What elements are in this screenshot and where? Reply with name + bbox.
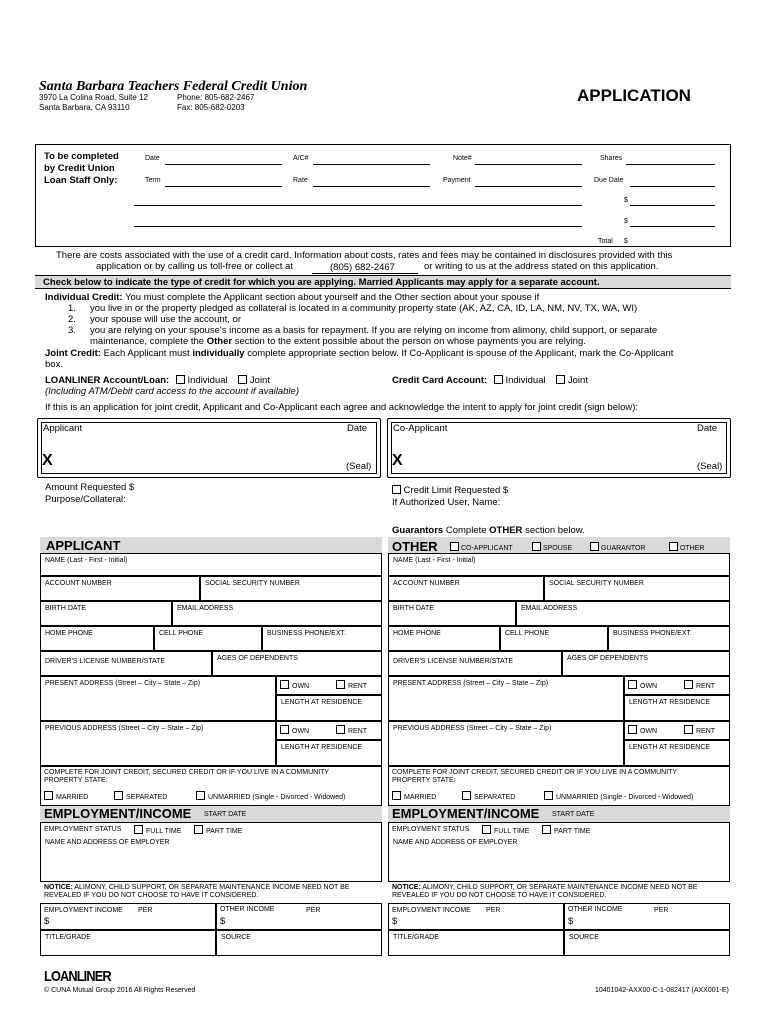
loanliner-logo: LOANLINER xyxy=(44,968,111,985)
other-previous-length-field-label: LENGTH AT RESIDENCE xyxy=(629,744,711,751)
other-ssn-field-label: SOCIAL SECURITY NUMBER xyxy=(549,580,644,587)
applicant-home-phone-field[interactable] xyxy=(40,626,154,651)
disclosure-line1: There are costs associated with the use of a credit card. Information about costs, rates and fees may be contained in disclosures provided with this xyxy=(56,250,673,261)
form-code: 10401042-AXX00-C-1-082417 (AXX001-E) xyxy=(595,987,729,994)
other-full-time-option xyxy=(482,825,529,835)
other-separated-checkbox[interactable] xyxy=(462,791,471,800)
applicant-full-time-checkbox[interactable] xyxy=(134,825,143,834)
applicant-account-number-field[interactable] xyxy=(40,576,200,601)
applicant-business-phone-field[interactable] xyxy=(262,626,382,651)
other-employment-status-label: EMPLOYMENT STATUS xyxy=(392,826,470,833)
applicant-present-length-field[interactable] xyxy=(276,695,382,721)
guarantor-checkbox[interactable] xyxy=(590,542,599,551)
item1-text: you live in or the property pledged as collateral is located in a community property state (AK, AZ, CA, ID, LA, NM, NV, TX, WA, WI) xyxy=(90,303,638,314)
credit-card-row: Credit Card Account: Individual Joint xyxy=(392,375,588,386)
staff-payment-label: Payment xyxy=(443,177,471,184)
other-previous-address-field-label: PREVIOUS ADDRESS (Street – City – State – Zip) xyxy=(393,725,552,732)
other-previous-own-checkbox[interactable] xyxy=(628,725,637,734)
other-married-option xyxy=(392,791,436,801)
staff-ac-label: A/C# xyxy=(293,155,309,162)
staff-dollar-1: $ xyxy=(624,197,628,204)
applicant-employer-field-label: NAME AND ADDRESS OF EMPLOYER xyxy=(45,839,170,846)
joint-credit-cont: box. xyxy=(45,359,63,370)
other-present-length-field[interactable] xyxy=(624,695,730,721)
loanliner-joint-checkbox[interactable] xyxy=(238,375,247,384)
item1-number: 1. xyxy=(68,303,76,314)
applicant-previous-length-field[interactable] xyxy=(276,740,382,766)
applicant-employment-title: EMPLOYMENT/INCOME xyxy=(44,806,192,821)
applicant-employment-income-dollar: $ xyxy=(44,916,50,927)
applicant-notice: NOTICE: ALIMONY, CHILD SUPPORT, OR SEPARATE MAINTENANCE INCOME NEED NOT BE REVEALED IF YOU DO NOT CHOOSE TO HAVE IT CONSIDERED. xyxy=(44,884,350,899)
other-home-phone-field[interactable] xyxy=(388,626,500,651)
applicant-source-field[interactable] xyxy=(216,930,382,956)
other-account-number-field[interactable] xyxy=(388,576,544,601)
loanliner-individual-checkbox[interactable] xyxy=(176,375,185,384)
staff-label: To be completed by Credit Union Loan Staff Only: xyxy=(44,151,119,186)
applicant-present-length-field-label: LENGTH AT RESIDENCE xyxy=(281,699,363,706)
applicant-employment-income-per: PER xyxy=(138,907,153,914)
applicant-title-grade-field-label: TITLE/GRADE xyxy=(45,934,91,941)
item3-number: 3. xyxy=(68,325,76,336)
applicant-unmarried-checkbox[interactable] xyxy=(196,791,205,800)
applicant-other-income-label: OTHER INCOME xyxy=(220,906,275,913)
applicant-previous-own-checkbox[interactable] xyxy=(280,725,289,734)
other-drivers-license-field[interactable] xyxy=(388,651,562,676)
applicant-birth-date-field[interactable] xyxy=(40,601,172,626)
applicant-unmarried-text: UNMARRIED (Single - Divorced - Widowed) xyxy=(208,794,346,801)
other-present-rent-option xyxy=(684,680,715,690)
other-previous-rent-option xyxy=(684,725,715,735)
other-present-own-text: OWN xyxy=(640,683,658,690)
other-employment-income-per: PER xyxy=(486,907,501,914)
applicant-previous-rent-text: RENT xyxy=(348,728,368,735)
applicant-present-address-field[interactable] xyxy=(40,676,276,721)
applicant-signature-box[interactable] xyxy=(37,418,381,478)
applicant-birth-date-field-label: BIRTH DATE xyxy=(45,605,86,612)
applicant-date-label: Date xyxy=(347,423,368,434)
applicant-previous-own-option xyxy=(280,725,309,735)
item3-text: you are relying on your spouse's income as a basis for repayment. If you are relying on income from alimony, child support, or separate xyxy=(90,325,658,336)
applicant-employment-income-label: EMPLOYMENT INCOME xyxy=(44,907,123,914)
applicant-previous-address-field-label: PREVIOUS ADDRESS (Street – City – State – Zip) xyxy=(45,725,204,732)
other-notice: NOTICE: ALIMONY, CHILD SUPPORT, OR SEPARATE MAINTENANCE INCOME NEED NOT BE REVEALED IF YOU DO NOT CHOOSE TO HAVE IT CONSIDERED. xyxy=(392,884,698,899)
other-dependents-field[interactable] xyxy=(562,651,730,676)
copyright: © CUNA Mutual Group 2016 All Rights Reserved xyxy=(44,987,196,994)
other-employment-income-label: EMPLOYMENT INCOME xyxy=(392,907,471,914)
applicant-email-field[interactable] xyxy=(172,601,382,626)
applicant-employment-status-label: EMPLOYMENT STATUS xyxy=(44,826,122,833)
other-title: OTHER xyxy=(392,539,438,554)
applicant-other-income-per: PER xyxy=(306,907,321,914)
other-drivers-license-field-label: DRIVER'S LICENSE NUMBER/STATE xyxy=(393,658,514,665)
amount-requested[interactable]: Amount Requested $ xyxy=(45,482,135,493)
staff-date-label: Date xyxy=(145,155,160,162)
staff-dollar-total: $ xyxy=(624,238,628,245)
applicant-previous-rent-option xyxy=(336,725,367,735)
other-source-field-label: SOURCE xyxy=(569,934,599,941)
check-bar xyxy=(35,275,731,289)
applicant-drivers-license-field[interactable] xyxy=(40,651,212,676)
applicant-part-time-checkbox[interactable] xyxy=(194,825,203,834)
other-home-phone-field-label: HOME PHONE xyxy=(393,630,441,637)
applicant-married-option xyxy=(44,791,88,801)
other-email-field-label: EMAIL ADDRESS xyxy=(521,605,578,612)
applicant-unmarried-option xyxy=(196,791,345,801)
loanliner-row: LOANLINER Account/Loan: Individual Joint xyxy=(45,375,270,386)
applicant-full-time-option xyxy=(134,825,181,835)
applicant-dependents-field-label: AGES OF DEPENDENTS xyxy=(217,655,298,662)
org-name: Santa Barbara Teachers Federal Credit Union xyxy=(39,79,308,94)
applicant-part-time-option xyxy=(194,825,242,835)
other-start-date-label: START DATE xyxy=(552,811,595,818)
other-previous-rent-checkbox[interactable] xyxy=(684,725,693,734)
purpose-collateral[interactable]: Purpose/Collateral: xyxy=(45,494,126,505)
other-cell-phone-field-label: CELL PHONE xyxy=(505,630,550,637)
applicant-start-date-label: START DATE xyxy=(204,811,247,818)
staff-dollar-2: $ xyxy=(624,218,628,225)
other-previous-address-field[interactable] xyxy=(388,721,624,766)
other-title-grade-field[interactable] xyxy=(388,930,564,956)
co-applicant-seal: (Seal) xyxy=(697,461,723,472)
staff-rate-label: Rate xyxy=(293,177,308,184)
applicant-present-own-text: OWN xyxy=(292,683,310,690)
other-separated-option xyxy=(462,791,515,801)
other-present-address-field-label: PRESENT ADDRESS (Street – City – State – Zip) xyxy=(393,680,549,687)
applicant-source-field-label: SOURCE xyxy=(221,934,251,941)
other-unmarried-text: UNMARRIED (Single - Divorced - Widowed) xyxy=(556,794,694,801)
applicant-account-number-field-label: ACCOUNT NUMBER xyxy=(45,580,112,587)
applicant-separated-option xyxy=(114,791,167,801)
joint-intent: If this is an application for joint credit, Applicant and Co-Applicant each agree and acknowledge the intent to apply for joint credit (sign below): xyxy=(45,402,639,413)
other-account-number-field-label: ACCOUNT NUMBER xyxy=(393,580,460,587)
other-part-time-checkbox[interactable] xyxy=(542,825,551,834)
other-previous-own-option xyxy=(628,725,657,735)
co-applicant-checkbox[interactable] xyxy=(450,542,459,551)
other-previous-length-field[interactable] xyxy=(624,740,730,766)
applicant-ssn-field[interactable] xyxy=(200,576,382,601)
other-title-grade-field-label: TITLE/GRADE xyxy=(393,934,439,941)
applicant-present-own-option xyxy=(280,680,309,690)
other-checkbox[interactable] xyxy=(669,542,678,551)
disclosure-line2b: or writing to us at the address stated on this application. xyxy=(424,261,659,272)
credit-limit-row: Credit Limit Requested $ xyxy=(392,485,508,496)
other-previous-own-text: OWN xyxy=(640,728,658,735)
staff-shares-label: Shares xyxy=(600,155,623,162)
other-present-own-option xyxy=(628,680,657,690)
other-separated-text: SEPARATED xyxy=(474,794,516,801)
applicant-separated-checkbox[interactable] xyxy=(114,791,123,800)
guarantors-note: Guarantors Complete OTHER section below. xyxy=(392,525,585,536)
item2-number: 2. xyxy=(68,314,76,325)
other-other-income-dollar: $ xyxy=(568,916,574,927)
other-employment-title: EMPLOYMENT/INCOME xyxy=(392,806,540,821)
other-birth-date-field[interactable] xyxy=(388,601,516,626)
co-applicant-date-label: Date xyxy=(697,423,718,434)
disclosure-line2a: application or by calling us toll-free or collect at xyxy=(96,261,293,272)
other-dependents-field-label: AGES OF DEPENDENTS xyxy=(567,655,648,662)
item2-text: your spouse will use the account, or xyxy=(90,314,242,325)
applicant-name-field-label: NAME (Last - First - Initial) xyxy=(45,557,128,564)
other-email-field[interactable] xyxy=(516,601,730,626)
applicant-previous-own-text: OWN xyxy=(292,728,310,735)
applicant-drivers-license-field-label: DRIVER'S LICENSE NUMBER/STATE xyxy=(45,658,166,665)
applicant-previous-rent-checkbox[interactable] xyxy=(336,725,345,734)
applicant-married-text: MARRIED xyxy=(56,794,89,801)
other-employment-income-dollar: $ xyxy=(392,916,398,927)
applicant-cell-phone-field[interactable] xyxy=(154,626,262,651)
cc-joint-checkbox[interactable] xyxy=(556,375,565,384)
other-option-spouse: SPOUSE xyxy=(532,542,572,552)
other-name-field-label: NAME (Last - First - Initial) xyxy=(393,557,476,564)
other-business-phone-field-label: BUSINESS PHONE/EXT. xyxy=(613,630,692,637)
spouse-checkbox[interactable] xyxy=(532,542,541,551)
applicant-dependents-field[interactable] xyxy=(212,651,382,676)
co-applicant-signature-label: Co-Applicant xyxy=(393,423,448,434)
disclosure-phone: (805) 682-2467 xyxy=(330,262,395,273)
applicant-present-address-field-label: PRESENT ADDRESS (Street – City – State – Zip) xyxy=(45,680,201,687)
cc-individual-checkbox[interactable] xyxy=(494,375,503,384)
applicant-ssn-field-label: SOCIAL SECURITY NUMBER xyxy=(205,580,300,587)
applicant-present-own-checkbox[interactable] xyxy=(280,680,289,689)
other-other-income-per: PER xyxy=(654,907,669,914)
applicant-complete-joint-note: COMPLETE FOR JOINT CREDIT, SECURED CREDIT OR IF YOU LIVE IN A COMMUNITY PROPERTY STATE: xyxy=(44,769,329,784)
applicant-previous-address-field[interactable] xyxy=(40,721,276,766)
org-phone: Phone: 805-682-2467 xyxy=(177,93,255,102)
applicant-cell-phone-field-label: CELL PHONE xyxy=(159,630,204,637)
applicant-present-rent-option xyxy=(336,680,367,690)
staff-total-label: Total xyxy=(598,238,613,245)
applicant-email-field-label: EMAIL ADDRESS xyxy=(177,605,234,612)
applicant-separated-text: SEPARATED xyxy=(126,794,168,801)
check-bar-text: Check below to indicate the type of credit for which you are applying. Married Applicants may apply for a separate account. xyxy=(43,277,600,288)
applicant-title: APPLICANT xyxy=(46,538,121,553)
other-option-co-applicant: CO-APPLICANT xyxy=(450,542,513,552)
other-ssn-field[interactable] xyxy=(544,576,730,601)
other-unmarried-option xyxy=(544,791,693,801)
applicant-present-rent-text: RENT xyxy=(348,683,368,690)
other-present-length-field-label: LENGTH AT RESIDENCE xyxy=(629,699,711,706)
credit-limit-checkbox[interactable] xyxy=(392,485,401,494)
other-complete-joint-note: COMPLETE FOR JOINT CREDIT, SECURED CREDIT OR IF YOU LIVE IN A COMMUNITY PROPERTY STATE: xyxy=(392,769,677,784)
other-employer-field[interactable] xyxy=(388,836,730,882)
applicant-part-time-text: PART TIME xyxy=(206,828,243,835)
other-married-checkbox[interactable] xyxy=(392,791,401,800)
other-present-rent-text: RENT xyxy=(696,683,716,690)
applicant-title-grade-field[interactable] xyxy=(40,930,216,956)
staff-term-label: Term xyxy=(145,177,161,184)
staff-note-label: Note# xyxy=(453,155,472,162)
other-present-own-checkbox[interactable] xyxy=(628,680,637,689)
other-married-text: MARRIED xyxy=(404,794,437,801)
item3-text-cont: maintenance, complete the Other section to the extent possible about the person on whose payments you are relying. xyxy=(90,336,586,347)
other-full-time-checkbox[interactable] xyxy=(482,825,491,834)
other-birth-date-field-label: BIRTH DATE xyxy=(393,605,434,612)
loanliner-note: (Including ATM/Debit card access to the account if available) xyxy=(45,386,299,397)
other-present-address-field[interactable] xyxy=(388,676,624,721)
other-previous-rent-text: RENT xyxy=(696,728,716,735)
other-other-income-label: OTHER INCOME xyxy=(568,906,623,913)
other-business-phone-field[interactable] xyxy=(608,626,730,651)
joint-credit: Joint Credit: Each Applicant must individually complete appropriate section below. If Co-Applicant is spouse of the Applicant, mark the Co-Applicant xyxy=(45,348,674,359)
org-fax: Fax: 805-682-0203 xyxy=(177,103,245,112)
individual-credit: Individual Credit: You must complete the Applicant section about yourself and the Other section about your spouse if xyxy=(45,292,540,303)
other-source-field[interactable] xyxy=(564,930,730,956)
other-option-other: OTHER xyxy=(669,542,704,552)
other-part-time-text: PART TIME xyxy=(554,828,591,835)
staff-due-date-label: Due Date xyxy=(594,177,624,184)
other-unmarried-checkbox[interactable] xyxy=(544,791,553,800)
applicant-other-income-dollar: $ xyxy=(220,916,226,927)
other-name-field[interactable] xyxy=(388,553,730,576)
doc-title: APPLICATION xyxy=(577,86,691,105)
other-part-time-option xyxy=(542,825,590,835)
authorized-user[interactable]: If Authorized User, Name: xyxy=(392,497,501,508)
applicant-home-phone-field-label: HOME PHONE xyxy=(45,630,93,637)
applicant-employer-field[interactable] xyxy=(40,836,382,882)
org-address-line1: 3970 La Colina Road, Suite 12 xyxy=(39,93,148,102)
applicant-signature-label: Applicant xyxy=(43,423,83,434)
other-cell-phone-field[interactable] xyxy=(500,626,608,651)
applicant-previous-length-field-label: LENGTH AT RESIDENCE xyxy=(281,744,363,751)
staff-box xyxy=(35,144,731,247)
other-employer-field-label: NAME AND ADDRESS OF EMPLOYER xyxy=(393,839,518,846)
co-applicant-x: X xyxy=(392,452,403,469)
other-full-time-text: FULL TIME xyxy=(494,828,530,835)
applicant-business-phone-field-label: BUSINESS PHONE/EXT. xyxy=(267,630,346,637)
applicant-married-checkbox[interactable] xyxy=(44,791,53,800)
applicant-full-time-text: FULL TIME xyxy=(146,828,182,835)
applicant-present-rent-checkbox[interactable] xyxy=(336,680,345,689)
applicant-seal: (Seal) xyxy=(346,461,372,472)
applicant-name-field[interactable] xyxy=(40,553,382,576)
other-present-rent-checkbox[interactable] xyxy=(684,680,693,689)
applicant-x: X xyxy=(42,452,53,469)
org-address-line2: Santa Barbara, CA 93110 xyxy=(39,103,130,112)
other-option-guarantor: GUARANTOR xyxy=(590,542,646,552)
